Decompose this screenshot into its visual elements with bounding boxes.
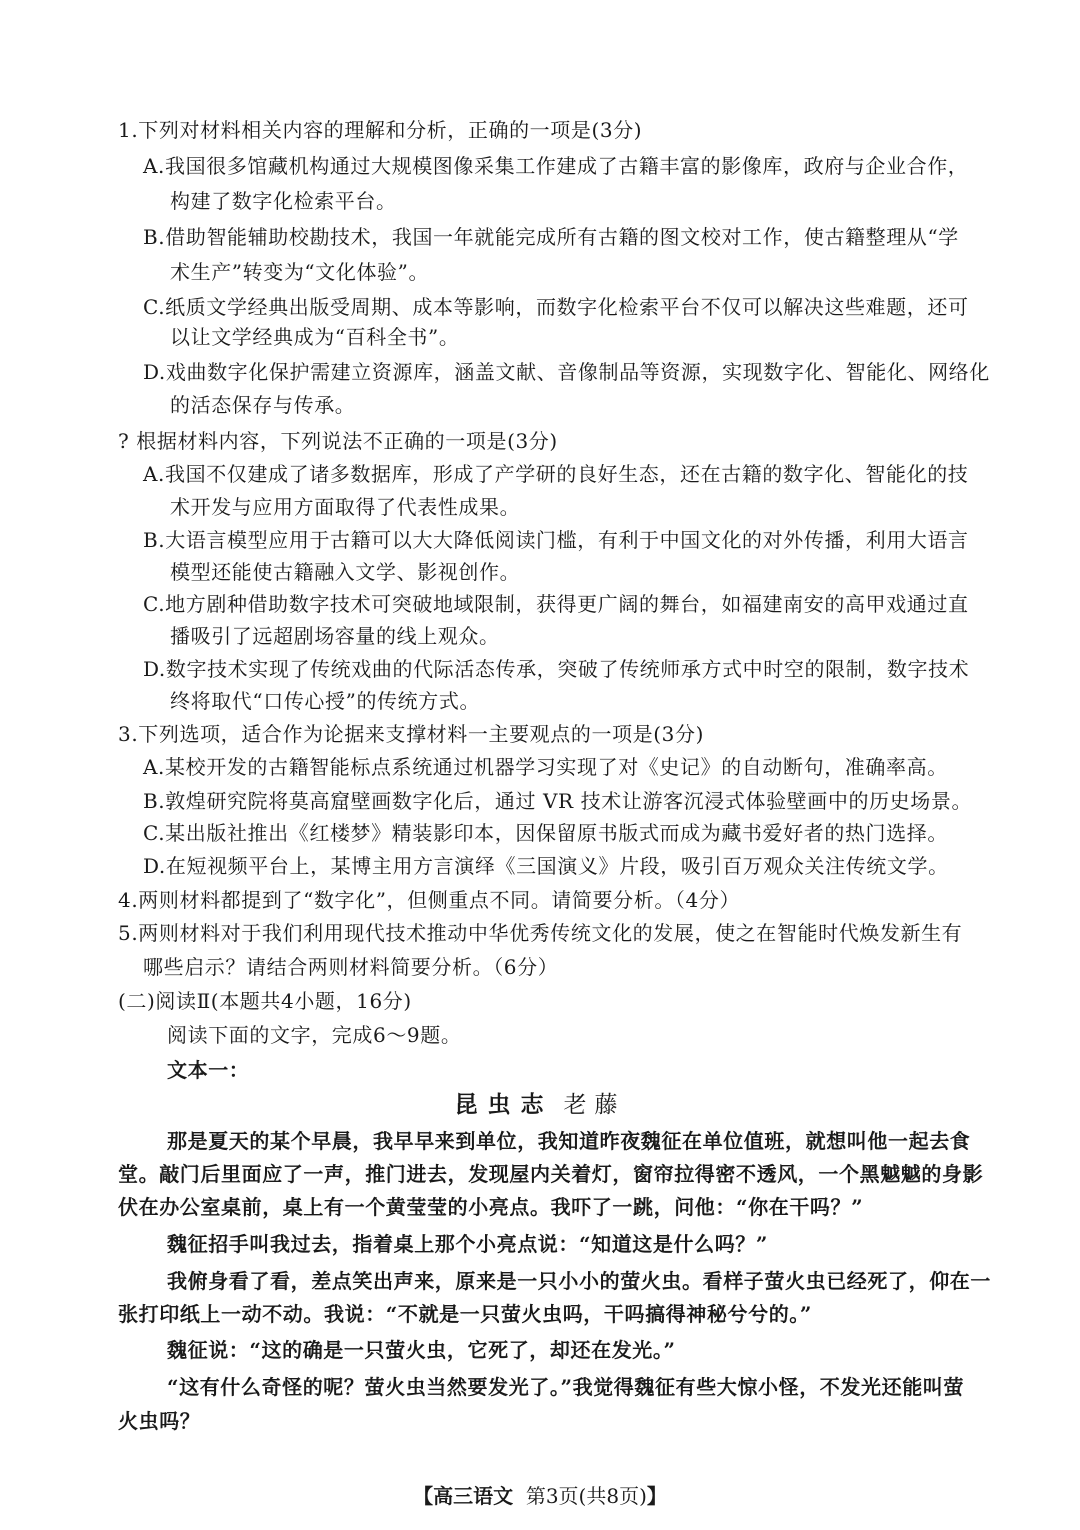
story-paragraph-1-cont: 堂。敲门后里面应了一声，推门进去，发现屋内关着灯，窗帘拉得密不透风，一个黑魆魆的身影 [118,1162,984,1186]
footer-bracket: 】 [646,1484,667,1508]
q1-option-b: B.借助智能辅助校勘技术，我国一年就能完成所有古籍的图文校对工作，使古籍整理从“学 [143,225,959,249]
q1-option-d: D.戏曲数字化保护需建立资源库，涵盖文献、音像制品等资源，实现数字化、智能化、网络化 [143,360,990,384]
q5-stem: 5.两则材料对于我们利用现代技术推动中华优秀传统文化的发展，使之在智能时代焕发新生有 [118,921,963,945]
q5-stem-cont: 哪些启示？请结合两则材料简要分析。（6分） [143,955,559,979]
q3-option-a: A.某校开发的古籍智能标点系统通过机器学习实现了对《史记》的自动断句，准确率高。 [143,755,948,779]
story-title [0,1088,1080,1122]
story-paragraph-1: 那是夏天的某个早晨，我早早来到单位，我知道昨夜魏征在单位值班，就想叫他一起去食 [167,1129,971,1153]
footer-page-number: 第3页(共8页) [525,1484,647,1508]
text-label: 文本一： [167,1058,250,1082]
story-paragraph-5: “这有什么奇怪的呢？萤火虫当然要发光了。”我觉得魏征有些大惊小怪，不发光还能叫萤 [167,1375,965,1399]
q2-option-d: D.数字技术实现了传统戏曲的代际活态传承，突破了传统师承方式中时空的限制，数字技术 [143,657,970,681]
q1-option-d-cont: 的活态保存与传承。 [170,393,356,417]
footer-subject: 【高三语文 [413,1484,514,1508]
story-paragraph-4: 魏征说：“这的确是一只萤火虫，它死了，却还在发光。” [167,1338,676,1362]
page-footer [0,1481,1080,1511]
story-paragraph-5-cont: 火虫吗？ [118,1409,201,1433]
q1-option-c-cont: 以让文学经典成为“百科全书”。 [170,325,460,349]
q3-stem: 3.下列选项，适合作为论据来支撑材料一主要观点的一项是(3分) [118,722,705,746]
q3-option-d: D.在短视频平台上，某博主用方言演绎《三国演义》片段，吸引百万观众关注传统文学。 [143,854,949,878]
q2-option-a-cont: 术开发与应用方面取得了代表性成果。 [170,495,521,519]
story-paragraph-1-end: 伏在办公室桌前，桌上有一个黄莹莹的小亮点。我吓了一跳，问他：“你在干吗？” [118,1195,864,1219]
q2-option-c: C.地方剧种借助数字技术可突破地域限制，获得更广阔的舞台，如福建南安的高甲戏通过直 [143,592,969,616]
q2-option-a: A.我国不仅建成了诸多数据库，形成了产学研的良好生态，还在古籍的数字化、智能化的技 [143,462,969,486]
story-paragraph-2: 魏征招手叫我过去，指着桌上那个小亮点说：“知道这是什么吗？” [167,1232,769,1256]
q2-stem: ? 根据材料内容，下列说法不正确的一项是(3分) [118,429,558,453]
q3-option-b: B.敦煌研究院将莫高窟壁画数字化后，通过 VR 技术让游客沉浸式体验壁画中的历史场景。 [143,789,973,813]
section-heading: (二)阅读Ⅱ(本题共4小题，16分) [118,989,412,1013]
q2-option-c-cont: 播吸引了远超剧场容量的线上观众。 [170,624,500,648]
q1-option-c: C.纸质文学经典出版受周期、成本等影响，而数字化检索平台不仅可以解决这些难题，还可 [143,295,969,319]
section-instruction: 阅读下面的文字，完成6～9题。 [167,1023,462,1047]
q2-option-d-cont: 终将取代“口传心授”的传统方式。 [170,689,481,713]
q1-option-a-cont: 构建了数字化检索平台。 [170,189,397,213]
story-author: 老藤 [563,1092,626,1118]
story-paragraph-3: 我俯身看了看，差点笑出声来，原来是一只小小的萤火虫。看样子萤火虫已经死了，仰在一 [167,1269,991,1293]
q1-option-b-cont: 术生产”转变为“文化体验”。 [170,260,430,284]
story-title-text: 昆虫志 [454,1091,554,1118]
q2-option-b: B.大语言模型应用于古籍可以大大降低阅读门槛，有利于中国文化的对外传播，利用大语言 [143,528,969,552]
q4-stem: 4.两则材料都提到了“数字化”，但侧重点不同。请简要分析。（4分） [118,888,741,912]
q1-option-a: A.我国很多馆藏机构通过大规模图像采集工作建成了古籍丰富的影像库，政府与企业合作， [143,154,969,178]
story-paragraph-3-cont: 张打印纸上一动不动。我说：“不就是一只萤火虫吗，干吗搞得神秘兮兮的。” [118,1302,813,1326]
q1-stem: 1.下列对材料相关内容的理解和分析，正确的一项是(3分) [118,118,643,142]
q3-option-c: C.某出版社推出《红楼梦》精装影印本，因保留原书版式而成为藏书爱好者的热门选择。 [143,821,948,845]
q2-option-b-cont: 模型还能使古籍融入文学、影视创作。 [170,560,521,584]
